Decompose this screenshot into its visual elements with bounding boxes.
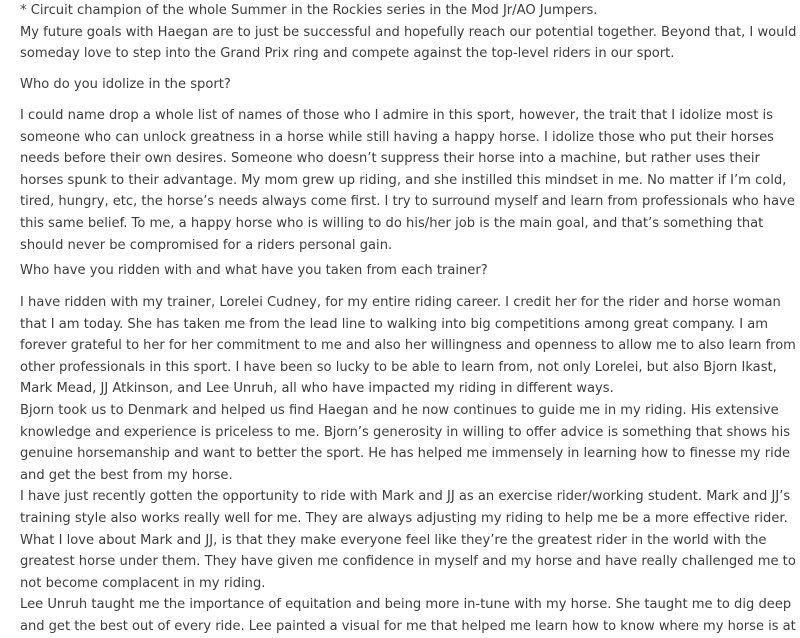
answer-line: needs before their own desires. Someone who doesn’t suppress their horse into a machine, but rather uses their <box>20 151 760 167</box>
intro-line: someday love to step into the Grand Prix ring and compete against the top-level riders in our sport. <box>20 46 675 62</box>
answer-line: Mark Mead, JJ Atkinson, and Lee Unruh, all who have impacted my riding in different ways. <box>20 381 614 397</box>
intro-section <box>20 0 796 65</box>
answer-line: this same belief. To me, a happy horse who is willing to do his/her job is the main goal, and that’s something that <box>20 215 764 231</box>
answer-trainers <box>20 292 796 638</box>
answer-line: I could name drop a whole list of names of those who I admire in this sport, however, the trait that I idolize most is <box>20 108 773 123</box>
answer-idolize <box>20 105 796 256</box>
answer-line: greatest horse under them. They have given me confidence in myself and my horse and have really challenged me to <box>20 554 796 570</box>
answer-line: horses spunk to their advantage. My mom grew up riding, and she instilled this mindset in me. No matter if I’m cold, <box>20 172 787 188</box>
answer-line: and get the best from my horse. <box>20 467 233 483</box>
question-text: Who do you idolize in the sport? <box>20 77 231 92</box>
answer-line: forever grateful to her for her commitment to me and also her willingness and openness to allow me to also learn from <box>20 338 796 354</box>
answer-line: and get the best out of every ride. Lee painted a visual for me that helped me learn how to know where my horse is at <box>20 618 796 634</box>
question-text: Who have you ridden with and what have you taken from each trainer? <box>20 263 488 278</box>
question-idolize <box>20 74 796 96</box>
answer-line: I have just recently gotten the opportunity to ride with Mark and JJ as an exercise rider/working student. Mark and JJ’s <box>20 489 791 505</box>
answer-line: someone who can unlock greatness in a horse while still having a happy horse. I idolize those who put their horses <box>20 129 774 145</box>
answer-line: genuine horsemanship and want to better the sport. He has helped me immensely in learning how to finesse my ride <box>20 446 791 462</box>
answer-line: not become complacent in my riding. <box>20 575 266 591</box>
answer-line: Lee Unruh taught me the importance of equitation and being more in-tune with my horse. She taught me to dig deep <box>20 597 792 613</box>
answer-line: I have ridden with my trainer, Lorelei Cudney, for my entire riding career. I credit her for the rider and horse woman <box>20 295 781 310</box>
answer-line: other professionals in this sport. I have been so lucky to be able to learn from, not only Lorelei, but also Bjorn Ikast, <box>20 359 777 375</box>
question-trainers <box>20 260 796 282</box>
intro-line: My future goals with Haegan are to just be successful and hopefully reach our potential together. Beyond that, I would <box>20 24 797 40</box>
intro-line: * Circuit champion of the whole Summer in the Rockies series in the Mod Jr/AO Jumpers. <box>20 3 598 18</box>
answer-line: should never be compromised for a riders personal gain. <box>20 237 393 253</box>
answer-line: that I am today. She has taken me from the lead line to walking into big competitions among great company. I am <box>20 316 769 332</box>
answer-line: training style also works really well for me. They are always adjusting my riding to help me be a more effective rider. <box>20 510 788 526</box>
answer-line: tired, hungry, etc, the horse’s needs always come first. I try to surround myself and learn from professionals who have <box>20 194 795 210</box>
answer-line: Bjorn took us to Denmark and helped us find Haegan and he now continues to guide me in my riding. His extensive <box>20 402 779 418</box>
answer-line: knowledge and experience is priceless to me. Bjorn’s generosity in willing to offer advice is something that shows his <box>20 424 791 440</box>
answer-line: What I love about Mark and JJ, is that they make everyone feel like they’re the greatest rider in the world with the <box>20 532 767 548</box>
